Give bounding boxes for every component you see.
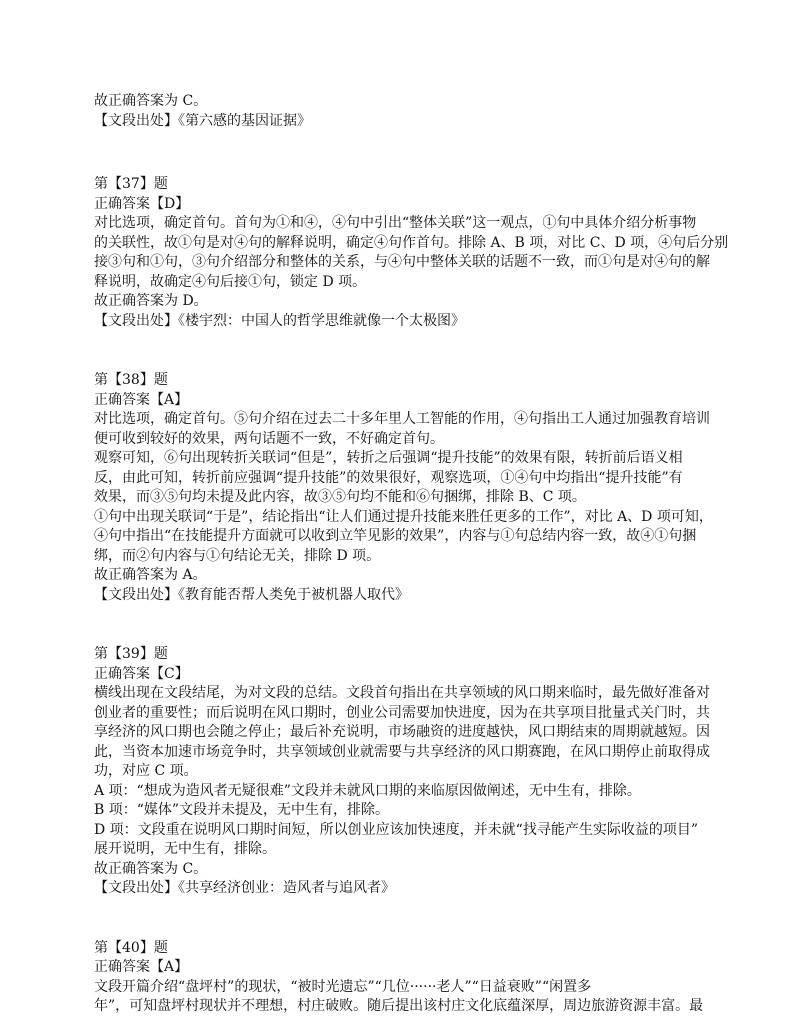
explanation-line: 的关联性，故①句是对④句的解释说明，确定④句作首句。排除 A、B 项，对比 C、D 项，④句后分别: [94, 234, 729, 251]
explanation-line: 创业者的重要性；而后说明在风口期时，创业公司需要加快进度，因为在共享项目批量式关门时，共: [94, 704, 710, 721]
question-title: 第【40】题: [94, 939, 168, 956]
explanation-line: 释说明，故确定④句后接①句，锁定 D 项。: [94, 273, 367, 290]
question-38: [94, 371, 714, 605]
explanation-line: 绑，而②句内容与①句结论无关，排除 D 项。: [94, 547, 381, 564]
option-analysis-line: B 项：“媒体”文段并未提及，无中生有，排除。: [94, 802, 390, 818]
question-title: 第【37】题: [94, 176, 168, 192]
question-37: [94, 175, 729, 331]
final-answer-line: 故正确答案为 C。: [94, 860, 208, 877]
source-line: 【文段出处】《第六感的基因证据》: [94, 112, 311, 129]
explanation-line: 此，当资本加速市场竞争时，共享领域创业就需要与共享经济的风口期赛跑，在风口期停止前取得成: [94, 743, 710, 760]
explanation-line: 反，由此可知，转折前应强调“提升技能”的效果很好，观察选项，①④句中均指出“提升技能”有: [94, 469, 683, 486]
question-title: 第【38】题: [94, 372, 168, 388]
question-title: 第【39】题: [94, 646, 168, 662]
option-analysis-line: A 项：“想成为造风者无疑很难”文段并未就风口期的来临原因做阐述，无中生有，排除。: [94, 782, 641, 799]
explanation-line: 观察可知，⑥句出现转折关联词“但是”，转折之后强调“提升技能”的效果有限，转折前后语义相: [94, 450, 683, 466]
option-analysis-line: 展开说明，无中生有，排除。: [94, 841, 276, 857]
explanation-line: 功，对应 C 项。: [94, 763, 198, 779]
question-39: [94, 645, 714, 899]
preamble: [94, 92, 714, 131]
source-line: 【文段出处】《教育能否帮人类免于被机器人取代》: [94, 586, 409, 603]
explanation-line: 年”，可知盘坪村现状并不理想，村庄破败。随后提出该村庄文化底蕴深厚，周边旅游资源丰富。最: [94, 998, 704, 1014]
correct-answer: 正确答案【A】: [94, 391, 189, 408]
document-page: [94, 92, 729, 1017]
explanation-line: 接③句和①句，③句介绍部分和整体的关系，与④句中整体关联的话题不一致，而①句是对④句的解: [94, 254, 710, 270]
explanation-line: 效果，而③⑤句均未提及此内容，故③⑤句均不能和⑥句捆绑，排除 B、C 项。: [94, 489, 586, 505]
explanation-line: 享经济的风口期也会随之停止；最后补充说明，市场融资的进度越快，风口期结束的周期就越短。因: [94, 724, 710, 740]
explanation-line: 文段开篇介绍“盘坪村”的现状，“被时光遗忘”“几位······老人”“日益衰败”“闲置多: [94, 978, 592, 995]
correct-answer: 正确答案【A】: [94, 959, 189, 975]
option-analysis-line: D 项：文段重在说明风口期时间短，所以创业应该加快速度，并未就“找寻能产生实际收益的项目”: [94, 821, 698, 838]
source-line: 【文段出处】《楼宇烈：中国人的哲学思维就像一个太极图》: [94, 312, 465, 329]
correct-answer: 正确答案【D】: [94, 195, 190, 212]
correct-answer: 正确答案【C】: [94, 665, 189, 682]
source-line: 【文段出处】《共享经济创业：造风者与追风者》: [94, 880, 395, 896]
explanation-line: 便可收到较好的效果，两句话题不一致，不好确定首句。: [94, 430, 444, 447]
explanation-line: 横线出现在文段结尾，为对文段的总结。文段首句指出在共享领域的风口期来临时，最先做好准备对: [94, 685, 710, 701]
final-answer-line: 故正确答案为 C。: [94, 93, 208, 109]
final-answer-line: 故正确答案为 A。: [94, 567, 207, 583]
final-answer-line: 故正确答案为 D。: [94, 293, 208, 309]
explanation-line: ④句中指出“在技能提升方面就可以收到立竿见影的效果”，内容与①句总结内容一致，故④①句捆: [94, 528, 697, 544]
question-40: [94, 939, 714, 1017]
explanation-line: ①句中出现关联词“于是”，结论指出“让人们通过提升技能来胜任更多的工作”，对比 A、D 项可知，: [94, 508, 713, 525]
explanation-line: 对比选项，确定首句。首句为①和④，④句中引出“整体关联”这一观点，①句中具体介绍分析事物: [94, 215, 697, 231]
explanation-line: 对比选项，确定首句。⑤句介绍在过去二十多年里人工智能的作用，④句指出工人通过加强教育培训: [94, 411, 710, 427]
